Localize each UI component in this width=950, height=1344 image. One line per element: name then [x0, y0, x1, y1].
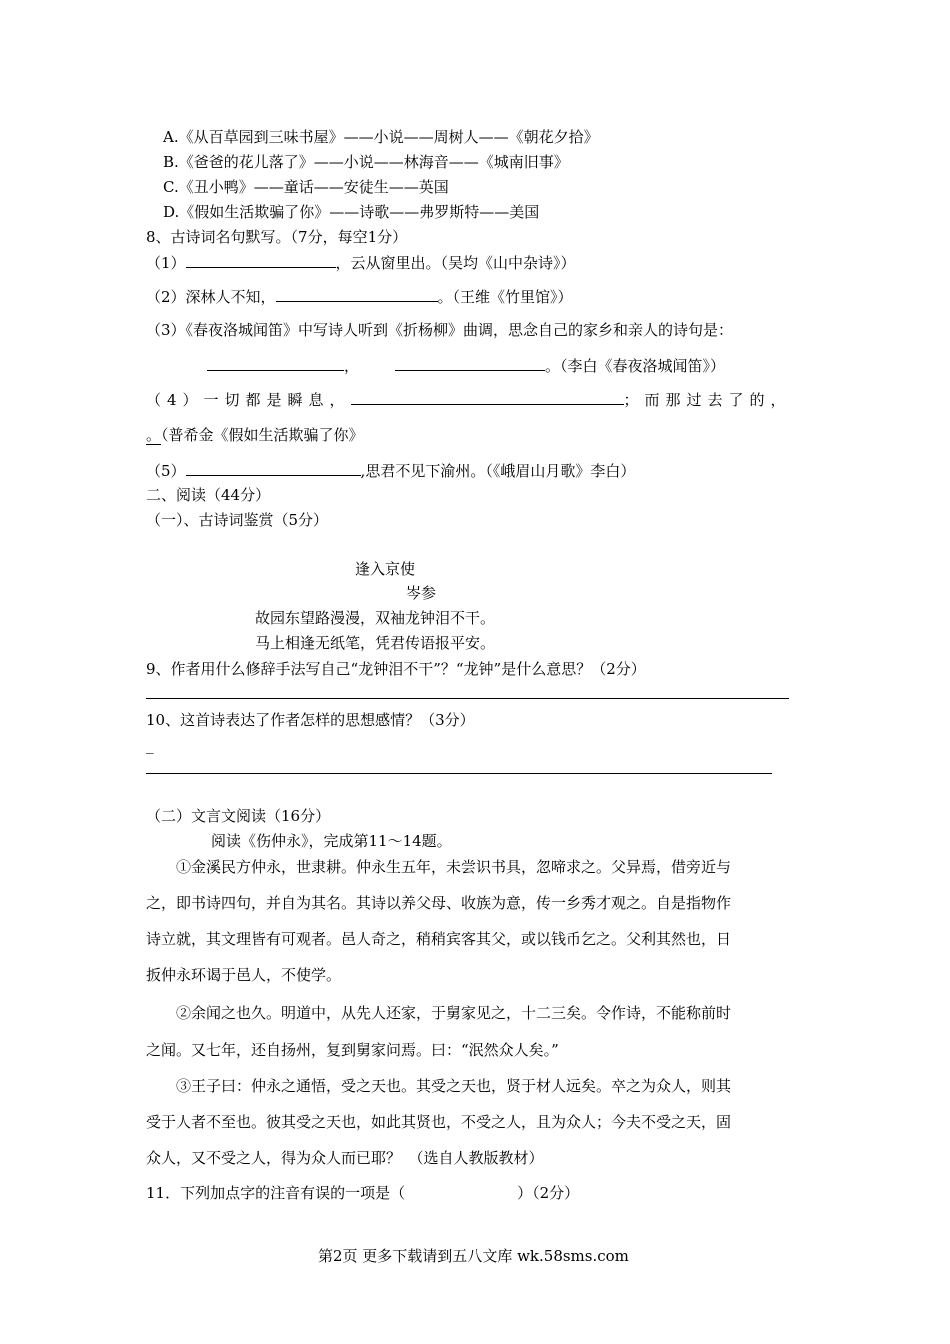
- q8-item4-line2: [146, 425, 364, 445]
- passage-line: 之闻。又七年，还自扬州，复到舅家问焉。曰：“泯然众人矣。”: [146, 1041, 559, 1059]
- passage-line: 之，即书诗四句，并自为其名。其诗以养父母、收族为意，传一乡秀才观之。自是指物作: [146, 894, 732, 912]
- poem-author: 岑参: [406, 584, 437, 602]
- q8-item3-after: 。（李白《春夜洛城闻笛》）: [545, 357, 726, 375]
- q10-answer-line[interactable]: [146, 773, 772, 774]
- poem-line-2: 马上相逢无纸笔，凭君传语报平安。: [255, 634, 496, 652]
- q8-item4-blank1[interactable]: [351, 389, 624, 405]
- q8-item3: [207, 355, 725, 376]
- q8-item4-before: （4）一切都是瞬息，: [146, 391, 351, 409]
- q8-item4: [146, 389, 792, 410]
- q8-item4-mid: ；而那过去了的，: [623, 391, 792, 409]
- q8-item5: [146, 460, 635, 481]
- q8-item1-num: （1）: [146, 254, 186, 272]
- q8-item2: [146, 286, 573, 307]
- passage-line: ②余闻之也久。明道中，从先人还家，于舅家见之，十二三矣。令作诗，不能称前时: [176, 1004, 732, 1022]
- q11-text: 11．下列加点字的注音有误的一项是（: [146, 1184, 406, 1202]
- q8-item5-after: ,思君不见下渝州。（《峨眉山月歌》李白）: [360, 462, 636, 480]
- q8-item4-source: （普希金《假如生活欺骗了你》: [161, 426, 364, 444]
- part2-title: （二）文言文阅读（16分）: [146, 807, 331, 825]
- reading-intro: 阅读《伤仲永》，完成第11～14题。: [211, 832, 452, 850]
- q8-item1-after: ，云从窗里出。（吴均《山中杂诗》）: [335, 254, 576, 272]
- q8-item5-num: （5）: [146, 462, 186, 480]
- option-a: A.《从百草园到三味书屋》——小说——周树人——《朝花夕拾》: [163, 128, 599, 146]
- q8-item2-after: 。（王维《竹里馆》）: [437, 288, 573, 306]
- q8-item2-blank[interactable]: [276, 286, 438, 302]
- passage-line: 诗立就，其文理皆有可观者。邑人奇之，稍稍宾客其父，或以钱币乞之。父利其然也，日: [146, 930, 732, 948]
- q8-item2-before: （2）深林人不知，: [146, 288, 276, 306]
- question-10: 10、这首诗表达了作者怎样的思想感情？（3分）: [146, 711, 475, 729]
- q8-item3-blank2[interactable]: [395, 355, 545, 371]
- passage-line: 众人，又不受之人，得为众人而已耶？ （选自人教版教材）: [146, 1149, 544, 1167]
- q8-title: 8、古诗词名句默写。（7分，每空1分）: [146, 228, 408, 246]
- q8-item3-intro: （3）《春夜洛城闻笛》中写诗人听到《折杨柳》曲调，思念自己的家乡和亲人的诗句是：: [146, 321, 734, 339]
- option-b: B.《爸爸的花儿落了》——小说——林海音——《城南旧事》: [163, 153, 569, 171]
- q11-end: ）（2分）: [517, 1184, 580, 1202]
- q8-item3-blank1[interactable]: [207, 355, 344, 371]
- q9-answer-line[interactable]: [146, 698, 789, 699]
- question-9: 9、作者用什么修辞手法写自己“龙钟泪不干”？“龙钟”是什么意思？（2分）: [146, 660, 646, 678]
- option-d: D.《假如生活欺骗了你》——诗歌——弗罗斯特——美国: [163, 203, 540, 221]
- question-11: [146, 1183, 579, 1203]
- page-footer: 第2页 更多下载请到五八文库 wk.58sms.com: [318, 1247, 629, 1265]
- q10-mark: _: [146, 736, 154, 754]
- q8-item5-blank[interactable]: [186, 460, 361, 476]
- q8-item4-blank2[interactable]: 。: [146, 426, 162, 444]
- q8-item1: [146, 252, 576, 273]
- option-c: C.《丑小鸭》——童话——安徒生——英国: [163, 178, 449, 196]
- poem-title: 逢入京使: [355, 560, 416, 578]
- passage-line: 受于人者不至也。彼其受之天也，如此其贤也，不受之人，且为众人；今夫不受之天，固: [146, 1113, 732, 1131]
- passage-line: ③王子曰：仲永之通悟，受之天也。其受之天也，贤于材人远矣。卒之为众人，则其: [176, 1077, 732, 1095]
- part1-title: （一）、古诗词鉴赏（5分）: [146, 511, 329, 529]
- q8-item3-comma: ，: [344, 357, 360, 375]
- section2-title: 二、阅读（44分）: [146, 486, 271, 504]
- passage-line: 扳仲永环谒于邑人，不使学。: [146, 966, 342, 984]
- poem-line-1: 故园东望路漫漫，双袖龙钟泪不干。: [255, 609, 496, 627]
- passage-line: ①金溪民方仲永，世隶耕。仲永生五年，未尝识书具，忽啼求之。父异焉，借旁近与: [176, 858, 732, 876]
- q8-item1-blank[interactable]: [186, 252, 336, 268]
